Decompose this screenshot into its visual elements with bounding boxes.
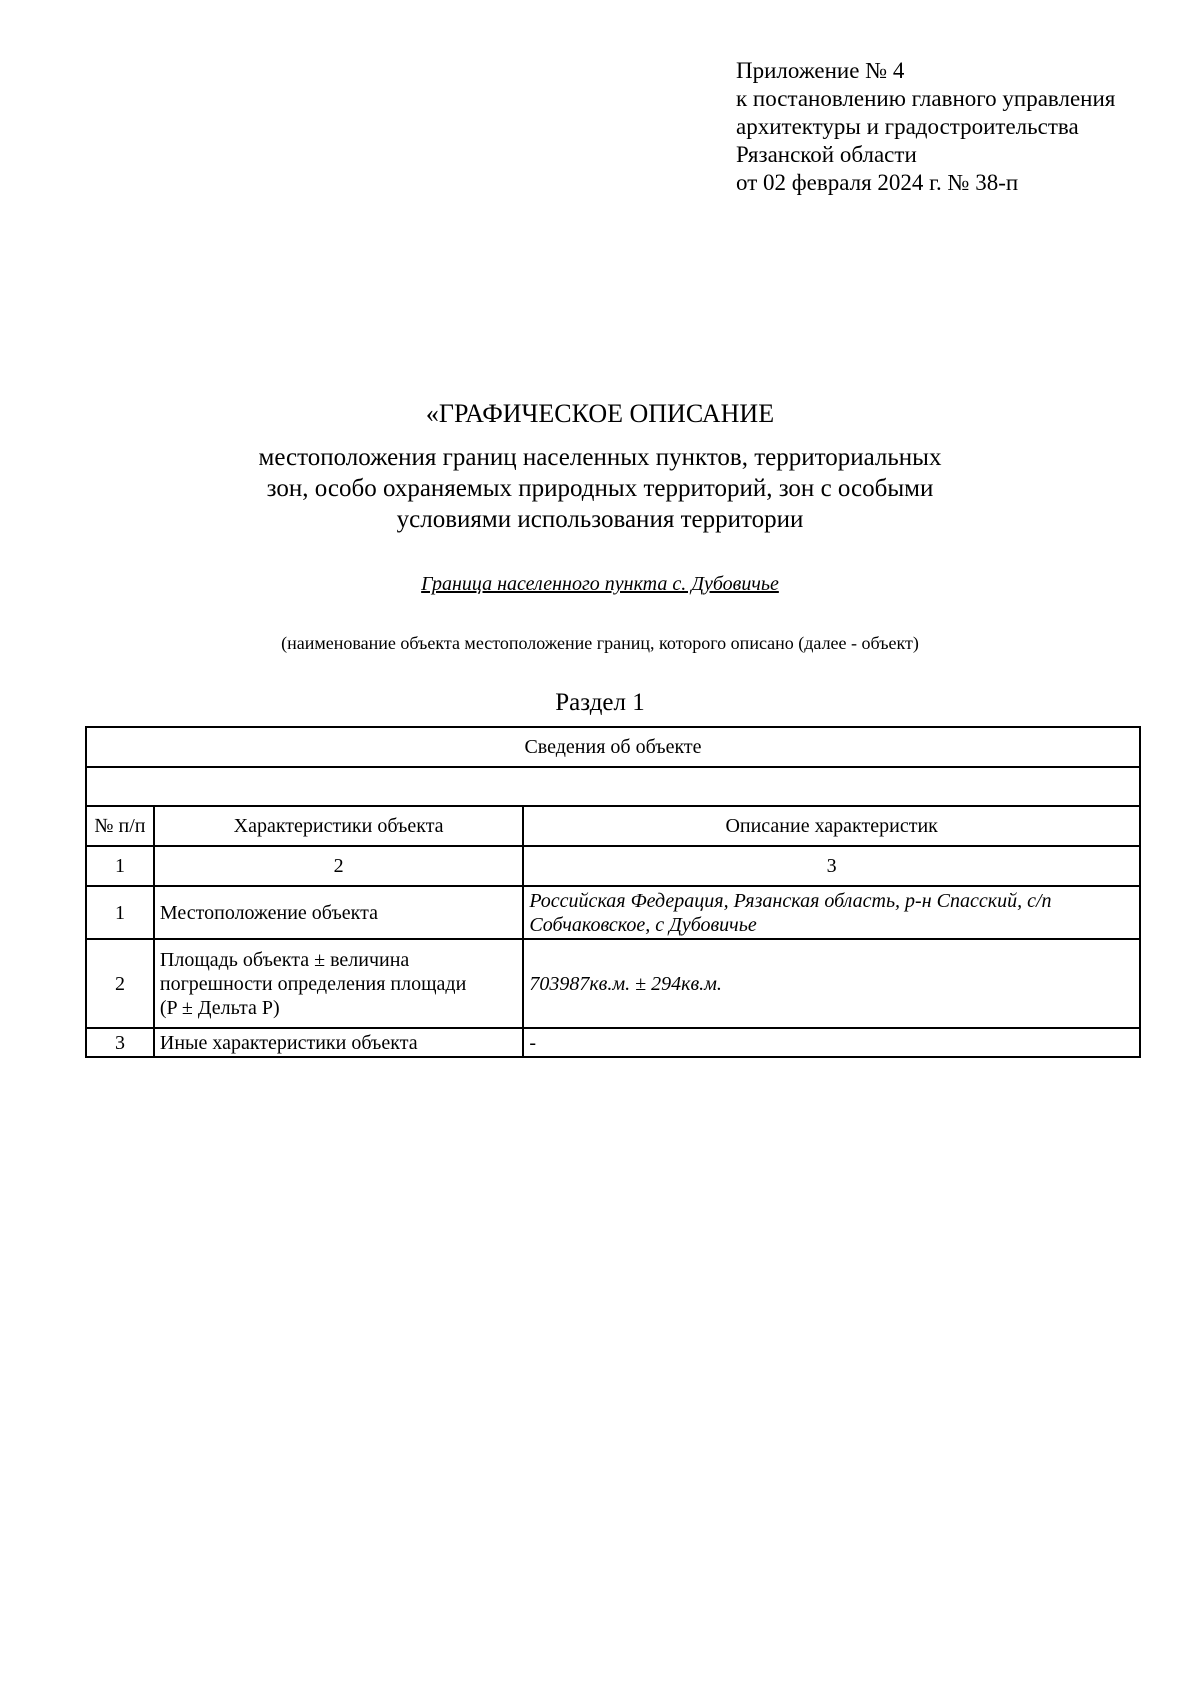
object-caption: (наименование объекта местоположение границ, которого описано (далее - объект) [281,633,919,653]
description-line: Российская Федерация, Рязанская область, р-н Спасский, с/п [529,889,1052,912]
object-info-table [85,726,1141,1058]
row-characteristic [154,939,523,1028]
table-caption-row [86,727,1140,767]
table-row [86,1028,1140,1057]
table-row [86,886,1140,939]
description-line: 703987кв.м. ± 294кв.м. [529,972,722,995]
annex-line: от 02 февраля 2024 г. № 38-п [736,170,1019,195]
table-header-row [86,806,1140,846]
characteristic-line: Площадь объекта ± величина [159,948,410,971]
section-title: Раздел 1 [555,689,645,716]
table-empty-row [86,767,1140,806]
column-number: 3 [523,846,1140,886]
header-description: Описание характеристик [523,806,1140,846]
row-number: 2 [86,939,154,1028]
document-title: «ГРАФИЧЕСКОЕ ОПИСАНИЕ [425,399,775,428]
subtitle-line: местоположения границ населенных пунктов, территориальных [258,444,942,471]
subtitle-line: зон, особо охраняемых природных территорий, зон с особыми [266,475,934,502]
characteristic-line: Иные характеристики объекта [159,1031,418,1054]
object-name: Граница населенного пункта с. Дубовичье [421,573,779,595]
table-column-number-row [86,846,1140,886]
description-line: Собчаковское, с Дубовичье [529,913,757,936]
annex-line: Приложение № 4 [736,58,905,83]
annex-block [736,57,1115,197]
annex-line: к постановлению главного управления [736,86,1116,111]
annex-line: Рязанской области [736,142,917,167]
row-characteristic [154,886,523,939]
characteristic-line: погрешности определения площади [159,972,467,995]
column-number: 1 [86,846,154,886]
header-characteristic: Характеристики объекта [154,806,523,846]
column-number: 2 [154,846,523,886]
characteristic-line: Местоположение объекта [159,901,378,924]
description-line: - [529,1031,536,1054]
row-description [523,939,1140,1028]
row-description [523,886,1140,939]
document-subtitle [0,442,1200,535]
header-number: № п/п [86,806,154,846]
characteristic-line: (P ± Дельта P) [159,996,280,1019]
row-number: 3 [86,1028,154,1057]
table-empty-cell [86,767,1140,806]
row-number: 1 [86,886,154,939]
subtitle-line: условиями использования территории [396,506,804,533]
row-characteristic [154,1028,523,1057]
table-caption: Сведения об объекте [86,727,1140,767]
table-row [86,939,1140,1028]
row-description [523,1028,1140,1057]
annex-line: архитектуры и градостроительства [736,114,1079,139]
